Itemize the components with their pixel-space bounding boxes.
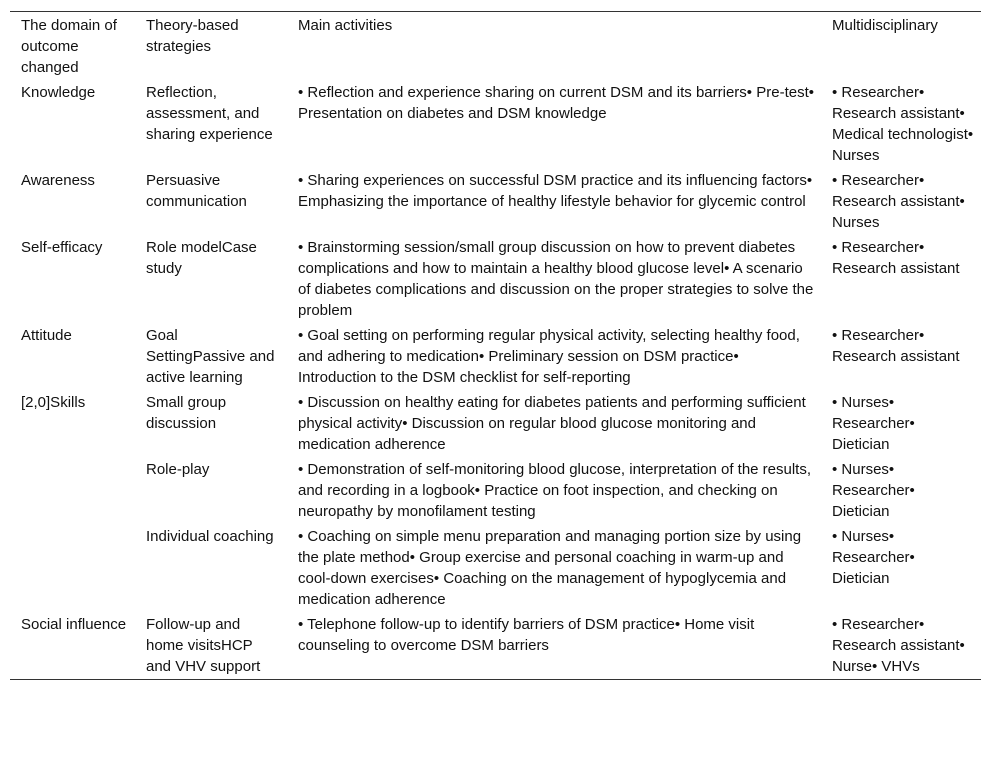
table-body <box>10 80 981 680</box>
header-activities: Main activities <box>298 17 393 34</box>
cell-domain: Attitude <box>21 327 72 344</box>
cell-activities: • Sharing experiences on successful DSM practice and its influencing factors• Emphasizing the importance of healthy lifestyle behavior for glycemic control <box>298 172 813 210</box>
cell-domain <box>10 524 135 612</box>
cell-strategy: Small group discussion <box>146 394 227 432</box>
cell-domain: Self-efficacy <box>21 239 103 256</box>
cell-strategy: Follow-up and home visitsHCP and VHV support <box>146 616 261 675</box>
cell-strategy: Persuasive communication <box>146 172 247 210</box>
table-header <box>10 12 981 81</box>
header-multidisciplinary: Multidisciplinary <box>832 17 938 34</box>
cell-team: • Nurses• Researcher• Dietician <box>832 528 915 587</box>
cell-activities: • Brainstorming session/small group discussion on how to prevent diabetes complications and how to maintain a healthy blood glucose level• A scenario of diabetes complications and discussion on the proper strategies to solve the problem <box>298 239 814 319</box>
cell-domain: Awareness <box>21 172 95 189</box>
table-row <box>10 612 981 680</box>
cell-strategy: Role modelCase study <box>146 239 257 277</box>
cell-domain: [2,0]Skills <box>21 394 86 411</box>
cell-domain <box>10 457 135 524</box>
cell-strategy: Individual coaching <box>146 528 274 545</box>
cell-activities: • Demonstration of self-monitoring blood glucose, interpretation of the results, and recording in a logbook• Practice on foot inspection, and checking on neuropathy by monofilament testing <box>298 461 812 520</box>
cell-domain: Social influence <box>21 616 127 633</box>
cell-team: • Researcher• Research assistant <box>832 327 960 365</box>
cell-team: • Researcher• Research assistant• Medical technologist• Nurses <box>832 84 974 164</box>
intervention-table <box>10 11 981 680</box>
header-strategies: Theory-based strategies <box>146 17 239 55</box>
table-row <box>10 390 981 457</box>
cell-activities: • Coaching on simple menu preparation and managing portion size by using the plate method• Group exercise and personal coaching in warm-up and cool-down exercises• Coaching on the management of hypoglycemia and medication adherence <box>298 528 802 608</box>
cell-activities: • Reflection and experience sharing on current DSM and its barriers• Pre-test• Presentation on diabetes and DSM knowledge <box>298 84 814 122</box>
cell-team: • Nurses• Researcher• Dietician <box>832 394 915 453</box>
cell-activities: • Telephone follow-up to identify barriers of DSM practice• Home visit counseling to overcome DSM barriers <box>298 616 755 654</box>
table-row <box>10 80 981 168</box>
table-row <box>10 323 981 390</box>
cell-strategy: Role-play <box>146 461 210 478</box>
cell-domain: Knowledge <box>21 84 96 101</box>
cell-activities: • Goal setting on performing regular physical activity, selecting healthy food, and adhering to medication• Preliminary session on DSM practice• Introduction to the DSM checklist for self-reporting <box>298 327 800 386</box>
table-row <box>10 235 981 323</box>
cell-team: • Researcher• Research assistant• Nurse• VHVs <box>832 616 965 675</box>
cell-strategy: Goal SettingPassive and active learning <box>146 327 275 386</box>
table-row <box>10 457 981 524</box>
cell-activities: • Discussion on healthy eating for diabetes patients and performing sufficient physical activity• Discussion on regular blood glucose monitoring and medication adherence <box>298 394 806 453</box>
header-domain: The domain of outcome changed <box>21 17 117 76</box>
table-row <box>10 524 981 612</box>
cell-team: • Researcher• Research assistant• Nurses <box>832 172 965 231</box>
cell-team: • Nurses• Researcher• Dietician <box>832 461 915 520</box>
cell-strategy: Reflection, assessment, and sharing experience <box>146 84 273 143</box>
table-row <box>10 168 981 235</box>
header-row <box>10 12 981 81</box>
cell-team: • Researcher• Research assistant <box>832 239 960 277</box>
